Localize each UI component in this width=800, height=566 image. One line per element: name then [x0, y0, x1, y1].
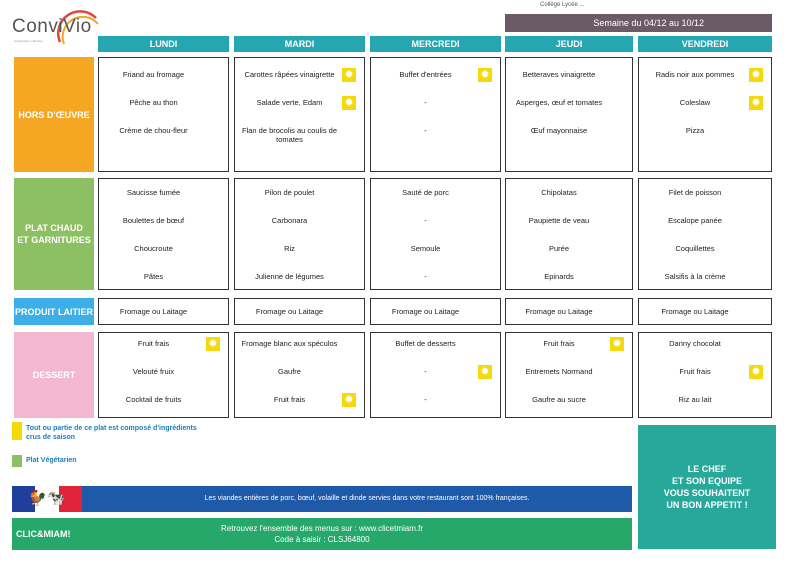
menu-item: Asperges, œuf et tomates — [515, 98, 603, 107]
menu-cell-hors — [234, 57, 365, 172]
menu-cell-dessert — [638, 332, 772, 418]
menu-cell-hors — [370, 57, 501, 172]
menu-item: Pilon de poulet — [264, 188, 315, 197]
menu-item: Sauté de porc — [402, 188, 449, 197]
seasonal-sun-icon: ✹ — [749, 68, 763, 82]
menu-cell-hors — [98, 57, 229, 172]
menu-item: Pâtes — [143, 272, 164, 281]
season-legend-icon — [12, 422, 22, 440]
menu-cell-dessert — [370, 332, 501, 418]
day-header-vendredi: VENDREDI — [638, 36, 772, 52]
day-header-mercredi: MERCREDI — [370, 36, 501, 52]
menu-item: Pêche au thon — [129, 98, 178, 107]
menu-item: Fromage ou Laitage — [661, 307, 729, 316]
farm-animals-icon: 🐓🐄 — [28, 490, 66, 507]
category-dessert — [14, 332, 94, 418]
category-plat-chaud — [14, 178, 94, 290]
menu-item: Julienne de légumes — [255, 272, 324, 281]
season-legend-line: crus de saison — [26, 434, 76, 441]
menu-item: Escalope panée — [668, 216, 722, 225]
menu-item: - — [424, 367, 427, 376]
menu-cell-lait — [234, 298, 365, 325]
footer-bar — [12, 518, 632, 550]
menu-item: Fruit frais — [679, 367, 711, 376]
menu-cell-dessert — [505, 332, 633, 418]
menu-item: Coquillettes — [675, 244, 715, 253]
category-label: DESSERT — [32, 370, 76, 380]
menu-item: - — [424, 126, 427, 135]
menu-item: Pizza — [685, 126, 705, 135]
seasonal-sun-icon: ✹ — [342, 96, 356, 110]
menu-item: Buffet d'entrées — [399, 70, 452, 79]
category-label: PRODUIT LAITIER — [15, 306, 93, 317]
menu-item: Velouté fruix — [132, 367, 175, 376]
menu-cell-dessert — [234, 332, 365, 418]
menu-item: Epinards — [544, 272, 574, 281]
category-label: PLAT CHAUD — [25, 223, 83, 233]
menu-item: Paupiette de veau — [528, 216, 590, 225]
season-legend-line: Tout ou partie de ce plat est composé d'ingrédients — [26, 425, 197, 432]
menu-item: Coleslaw — [679, 98, 711, 107]
french-meat-banner: Les viandes entières de porc, bœuf, volaille et dinde servies dans votre restaurant sont 100% françaises. — [12, 486, 632, 512]
day-header-lundi: LUNDI — [98, 36, 229, 52]
menu-item: Carbonara — [271, 216, 308, 225]
chef-line: VOUS SOUHAITENT — [663, 488, 751, 498]
menu-item: Fruit frais — [137, 339, 170, 348]
menu-item: Crème de chou-fleur — [119, 126, 188, 135]
menu-item: Purée — [548, 244, 569, 253]
day-header-jeudi: JEUDI — [505, 36, 633, 52]
menu-cell-plat — [638, 178, 772, 290]
menu-item: Danny chocolat — [669, 339, 721, 348]
menu-item: Fromage ou Laitage — [391, 307, 460, 316]
menu-cell-hors — [638, 57, 772, 172]
chef-line: UN BON APPETIT ! — [666, 500, 748, 510]
seasonal-sun-icon: ✹ — [749, 365, 763, 379]
chef-message — [638, 425, 776, 549]
menu-item: Semoule — [410, 244, 441, 253]
menu-item: Friand au fromage — [122, 70, 185, 79]
menu-item: Fromage ou Laitage — [525, 307, 593, 316]
seasonal-sun-icon: ✹ — [478, 365, 492, 379]
menu-item: Salade verte, Edam — [256, 98, 323, 107]
menu-item: Fruit frais — [543, 339, 575, 348]
menu-item: Buffet de desserts — [395, 339, 456, 348]
school-line: Collège Lycée ... — [540, 2, 585, 8]
seasonal-sun-icon: ✹ — [610, 337, 624, 351]
menu-item: Fromage blanc aux spéculos — [241, 339, 338, 348]
logo-tagline: restauration collective — [14, 39, 44, 43]
menu-item: Riz — [284, 244, 295, 253]
menu-item: Cocktail de fruits — [125, 395, 182, 404]
seasonal-sun-icon: ✹ — [206, 337, 220, 351]
menu-item: Chipolatas — [541, 188, 577, 197]
footer-website: Retrouvez l'ensemble des menus sur : www.clicetmiam.fr — [220, 524, 424, 533]
menu-item: Fromage ou Laitage — [255, 307, 324, 316]
footer-code: Code à saisir : CLSJ64800 — [274, 535, 370, 544]
menu-item: Carottes râpées vinaigrette — [244, 70, 335, 79]
day-header-mardi: MARDI — [234, 36, 365, 52]
menu-item: Gaufre — [278, 367, 301, 376]
menu-cell-plat — [234, 178, 365, 290]
menu-item: Saucisse fumée — [126, 188, 181, 197]
chef-line: LE CHEF — [687, 464, 727, 474]
menu-item: Entremets Normand — [525, 367, 593, 376]
category-produit-laitier — [14, 298, 94, 325]
menu-cell-plat — [505, 178, 633, 290]
menu-cell-lait — [638, 298, 772, 325]
category-label: ET GARNITURES — [17, 235, 91, 245]
seasonal-sun-icon: ✹ — [342, 393, 356, 407]
season-legend-text — [26, 424, 197, 442]
menu-item: Gaufre au sucre — [532, 395, 586, 404]
seasonal-sun-icon: ✹ — [478, 68, 492, 82]
vegetarian-legend-icon — [12, 455, 22, 467]
seasonal-sun-icon: ✹ — [749, 96, 763, 110]
menu-item: Filet de poisson — [668, 188, 722, 197]
menu-item: Riz au lait — [678, 395, 712, 404]
menu-item: - — [424, 98, 427, 107]
category-label: HORS D'ŒUVRE — [18, 109, 90, 120]
seasonal-sun-icon: ✹ — [342, 68, 356, 82]
vegetarian-legend-text: Plat Végétarien — [26, 457, 77, 464]
category-hors-doeuvre — [14, 57, 94, 172]
menu-item: - — [424, 395, 427, 404]
menu-cell-plat — [98, 178, 229, 290]
menu-cell-lait — [370, 298, 501, 325]
menu-item: Flan de brocolis au coulis de tomates — [241, 126, 338, 144]
menu-item: Fruit frais — [273, 395, 306, 404]
clicetmiam-logo: CLIC&MIAM! — [16, 529, 71, 539]
menu-item: Choucroute — [134, 244, 173, 253]
menu-item: Betteraves vinaigrette — [522, 70, 596, 79]
menu-item: - — [424, 272, 427, 281]
menu-cell-dessert — [98, 332, 229, 418]
menu-cell-lait — [505, 298, 633, 325]
menu-cell-lait — [98, 298, 229, 325]
menu-item: Œuf mayonnaise — [530, 126, 588, 135]
convivio-logo — [12, 6, 102, 46]
menu-item: Radis noir aux pommes — [655, 70, 735, 79]
logo-text: ConviVio — [12, 16, 92, 37]
menu-item: Salsifis à la crème — [664, 272, 726, 281]
week-banner: Semaine du 04/12 au 10/12 — [505, 14, 772, 32]
menu-item: - — [424, 216, 427, 225]
chef-line: ET SON EQUIPE — [671, 476, 742, 486]
menu-item: Fromage ou Laitage — [119, 307, 188, 316]
menu-cell-plat — [370, 178, 501, 290]
menu-cell-hors — [505, 57, 633, 172]
menu-item: Boulettes de bœuf — [122, 216, 185, 225]
